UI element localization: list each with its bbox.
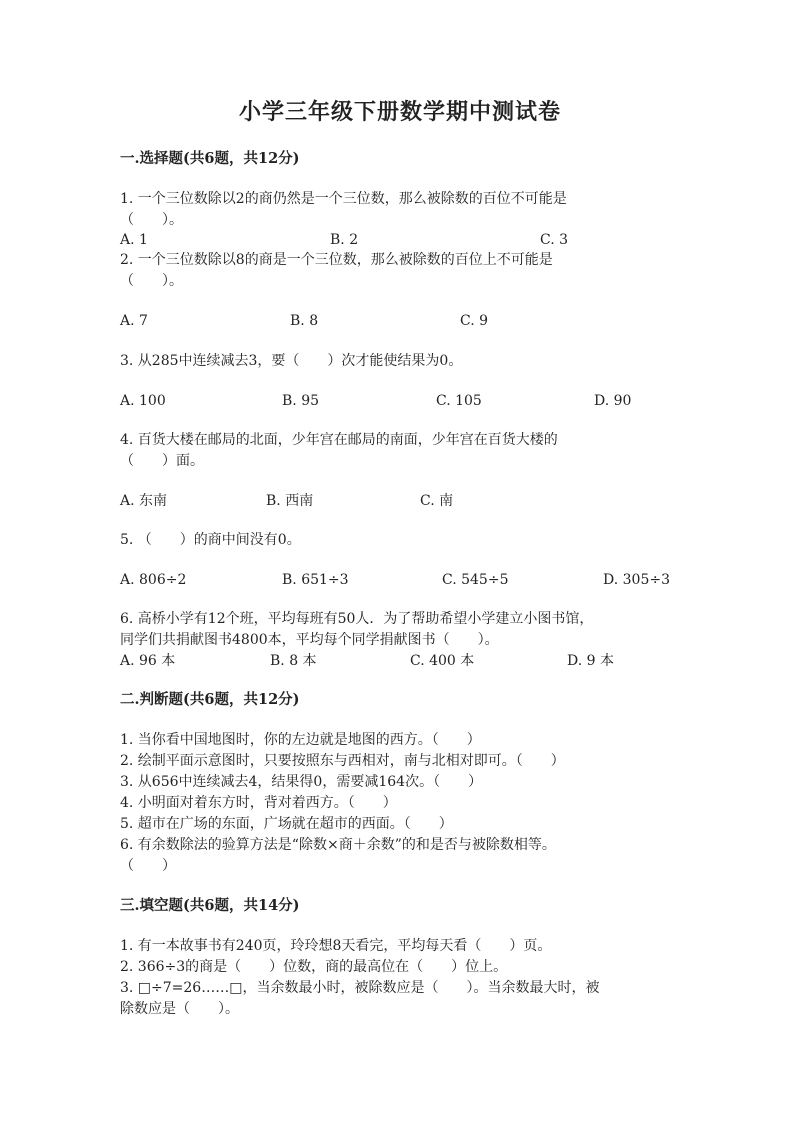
option-a[interactable]: A. 7 xyxy=(120,313,148,329)
question-text: 1. 一个三位数除以2的商仍然是一个三位数，那么被除数的百位不可能是 xyxy=(120,191,567,207)
option-d[interactable]: D. 9 本 xyxy=(567,653,614,669)
question-text: 5. （ ）的商中间没有0。 xyxy=(120,532,301,548)
option-a[interactable]: A. 806÷2 xyxy=(120,572,187,588)
option-c[interactable]: C. 400 本 xyxy=(410,653,475,669)
section-heading: 三.填空题(共6题，共14分) xyxy=(120,897,300,914)
question-text: 3. 从656中连续减去4，结果得0，需要减164次。（ ） xyxy=(120,774,483,790)
question-text: （ ） xyxy=(120,858,176,874)
question-text: 4. 小明面对着东方时，背对着西方。（ ） xyxy=(120,795,397,811)
option-a[interactable]: A. 96 本 xyxy=(120,653,176,669)
option-c[interactable]: C. 9 xyxy=(460,313,489,329)
question-text: 除数应是（ ）。 xyxy=(120,1001,239,1017)
option-b[interactable]: B. 8 xyxy=(290,313,319,329)
section-heading: 一.选择题(共6题，共12分) xyxy=(120,150,300,167)
question-text: 6. 有余数除法的验算方法是“除数×商＋余数”的和是否与被除数相等。 xyxy=(120,837,556,853)
question-text: （ ）。 xyxy=(120,212,183,228)
question-text: 2. 366÷3的商是（ ）位数，商的最高位在（ ）位上。 xyxy=(120,959,508,975)
option-c[interactable]: C. 南 xyxy=(420,493,454,509)
page-title: 小学三年级下册数学期中测试卷 xyxy=(238,99,561,125)
question-text: 3. 从285中连续减去3，要（ ）次才能使结果为0。 xyxy=(120,353,463,369)
question-text: 4. 百货大楼在邮局的北面，少年宫在邮局的南面，少年宫在百货大楼的 xyxy=(120,432,558,448)
question-text: 3. □÷7=26……□，当余数最小时，被除数应是（ ）。当余数最大时，被 xyxy=(120,980,600,996)
option-d[interactable]: D. 305÷3 xyxy=(603,572,670,588)
question-text: （ ）面。 xyxy=(120,453,204,469)
section-heading: 二.判断题(共6题，共12分) xyxy=(120,691,300,708)
question-text: 5. 超市在广场的东面，广场就在超市的西面。（ ） xyxy=(120,816,453,832)
option-b[interactable]: B. 2 xyxy=(330,232,359,248)
option-c[interactable]: C. 105 xyxy=(436,393,482,409)
option-b[interactable]: B. 8 本 xyxy=(270,653,317,669)
option-b[interactable]: B. 95 xyxy=(282,393,320,409)
question-text: （ ）。 xyxy=(120,273,183,289)
option-c[interactable]: C. 3 xyxy=(540,232,569,248)
option-d[interactable]: D. 90 xyxy=(594,393,632,409)
option-b[interactable]: B. 西南 xyxy=(266,493,314,509)
question-text: 6. 高桥小学有12个班，平均每班有50人．为了帮助希望小学建立小图书馆， xyxy=(120,611,594,627)
option-a[interactable]: A. 东南 xyxy=(120,493,168,509)
option-b[interactable]: B. 651÷3 xyxy=(282,572,349,588)
question-text: 同学们共捐献图书4800本，平均每个同学捐献图书（ ）。 xyxy=(120,632,499,648)
question-text: 1. 当你看中国地图时，你的左边就是地图的西方。（ ） xyxy=(120,732,481,748)
question-text: 2. 绘制平面示意图时，只要按照东与西相对，南与北相对即可。（ ） xyxy=(120,753,565,769)
option-a[interactable]: A. 100 xyxy=(120,393,166,409)
question-text: 1. 有一本故事书有240页，玲玲想8天看完，平均每天看（ ）页。 xyxy=(120,938,552,954)
question-text: 2. 一个三位数除以8的商是一个三位数，那么被除数的百位上不可能是 xyxy=(120,252,553,268)
option-a[interactable]: A. 1 xyxy=(120,232,148,248)
option-c[interactable]: C. 545÷5 xyxy=(442,572,509,588)
